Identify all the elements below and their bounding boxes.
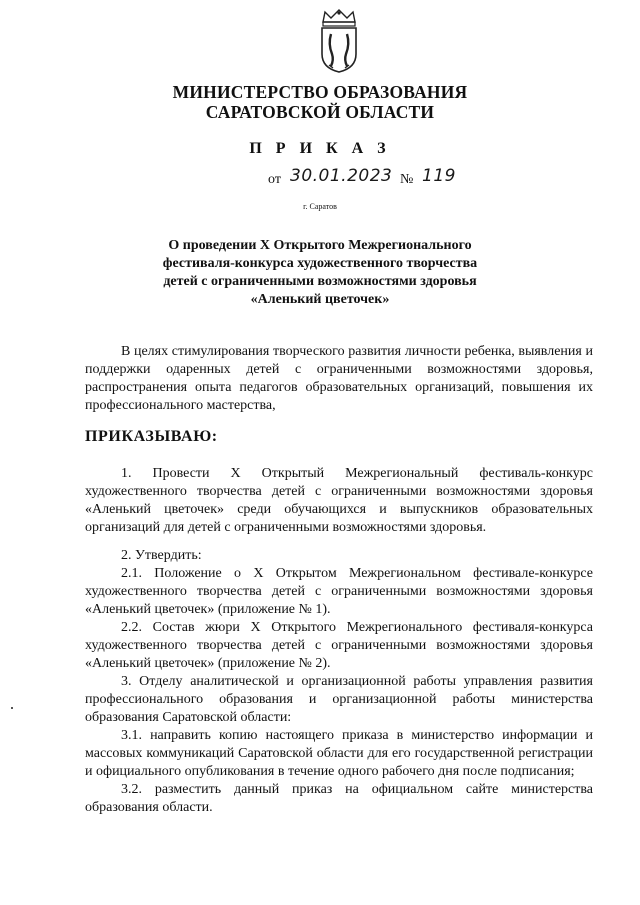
subject-line-3: детей с ограниченными возможностями здоровья — [163, 274, 477, 289]
preamble-paragraph: В целях стимулирования творческого развития личности ребенка, выявления и поддержки одаренных детей с ограниченными возможностями здоровья, распространения опыта педагогов образовательных организаций, повышения их профессионального мастерства, — [85, 344, 593, 413]
order-item-3-1: 3.1. направить копию настоящего приказа в министерство информации и массовых коммуникаций Саратовской области для его государственной регистрации и официального опубликования в течение одного рабочего дня после подписания; — [85, 728, 593, 779]
order-item-2: 2. Утвердить: — [121, 548, 202, 563]
ministry-line-2: САРАТОВСКОЙ ОБЛАСТИ — [205, 102, 435, 122]
subject-line-1: О проведении X Открытого Межрегионального — [168, 238, 472, 253]
handwritten-number: 119 — [422, 166, 456, 186]
order-subject — [120, 237, 520, 309]
ministry-line-1: МИНИСТЕРСТВО ОБРАЗОВАНИЯ — [172, 82, 468, 102]
order-item-2-2: 2.2. Состав жюри X Открытого Межрегионального фестиваля-конкурса художественного творчества детей с ограниченными возможностями здоровья «Аленький цветочек» (приложение № 2). — [85, 620, 593, 671]
order-items — [85, 465, 593, 817]
order-item-3-2: 3.2. разместить данный приказ на официальном сайте министерства образования области. — [85, 782, 593, 815]
order-directive-word: ПРИКАЗЫВАЮ: — [85, 428, 218, 445]
order-item-3: 3. Отделу аналитической и организационной работы управления развития профессионального образования и организационной работы министерства образования Саратовской области: — [85, 674, 593, 725]
city-label: г. Саратов — [303, 202, 337, 211]
ministry-name — [0, 82, 640, 122]
saratov-coat-of-arms-icon — [317, 8, 361, 74]
date-prefix: от — [268, 172, 281, 187]
number-prefix: № — [400, 172, 414, 187]
order-item-1: 1. Провести X Открытый Межрегиональный фестиваль-конкурс художественного творчества детей с ограниченными возможностями здоровья «Аленький цветочек» среди обучающихся и выпускников образовательных организаций для детей с ограниченными возможностями здоровья. — [85, 466, 593, 535]
handwritten-date: 30.01.2023 — [290, 166, 393, 186]
order-title: П Р И К А З — [249, 140, 391, 157]
margin-dot — [11, 707, 13, 709]
subject-line-2: фестиваля-конкурса художественного творчества — [162, 256, 478, 271]
subject-line-4: «Аленький цветочек» — [250, 292, 390, 307]
order-item-2-1: 2.1. Положение о X Открытом Межрегиональном фестивале-конкурсе художественного творчества детей с ограниченными возможностями здоровья «Аленький цветочек» (приложение № 1). — [85, 566, 593, 617]
order-date-number-line — [268, 164, 518, 192]
